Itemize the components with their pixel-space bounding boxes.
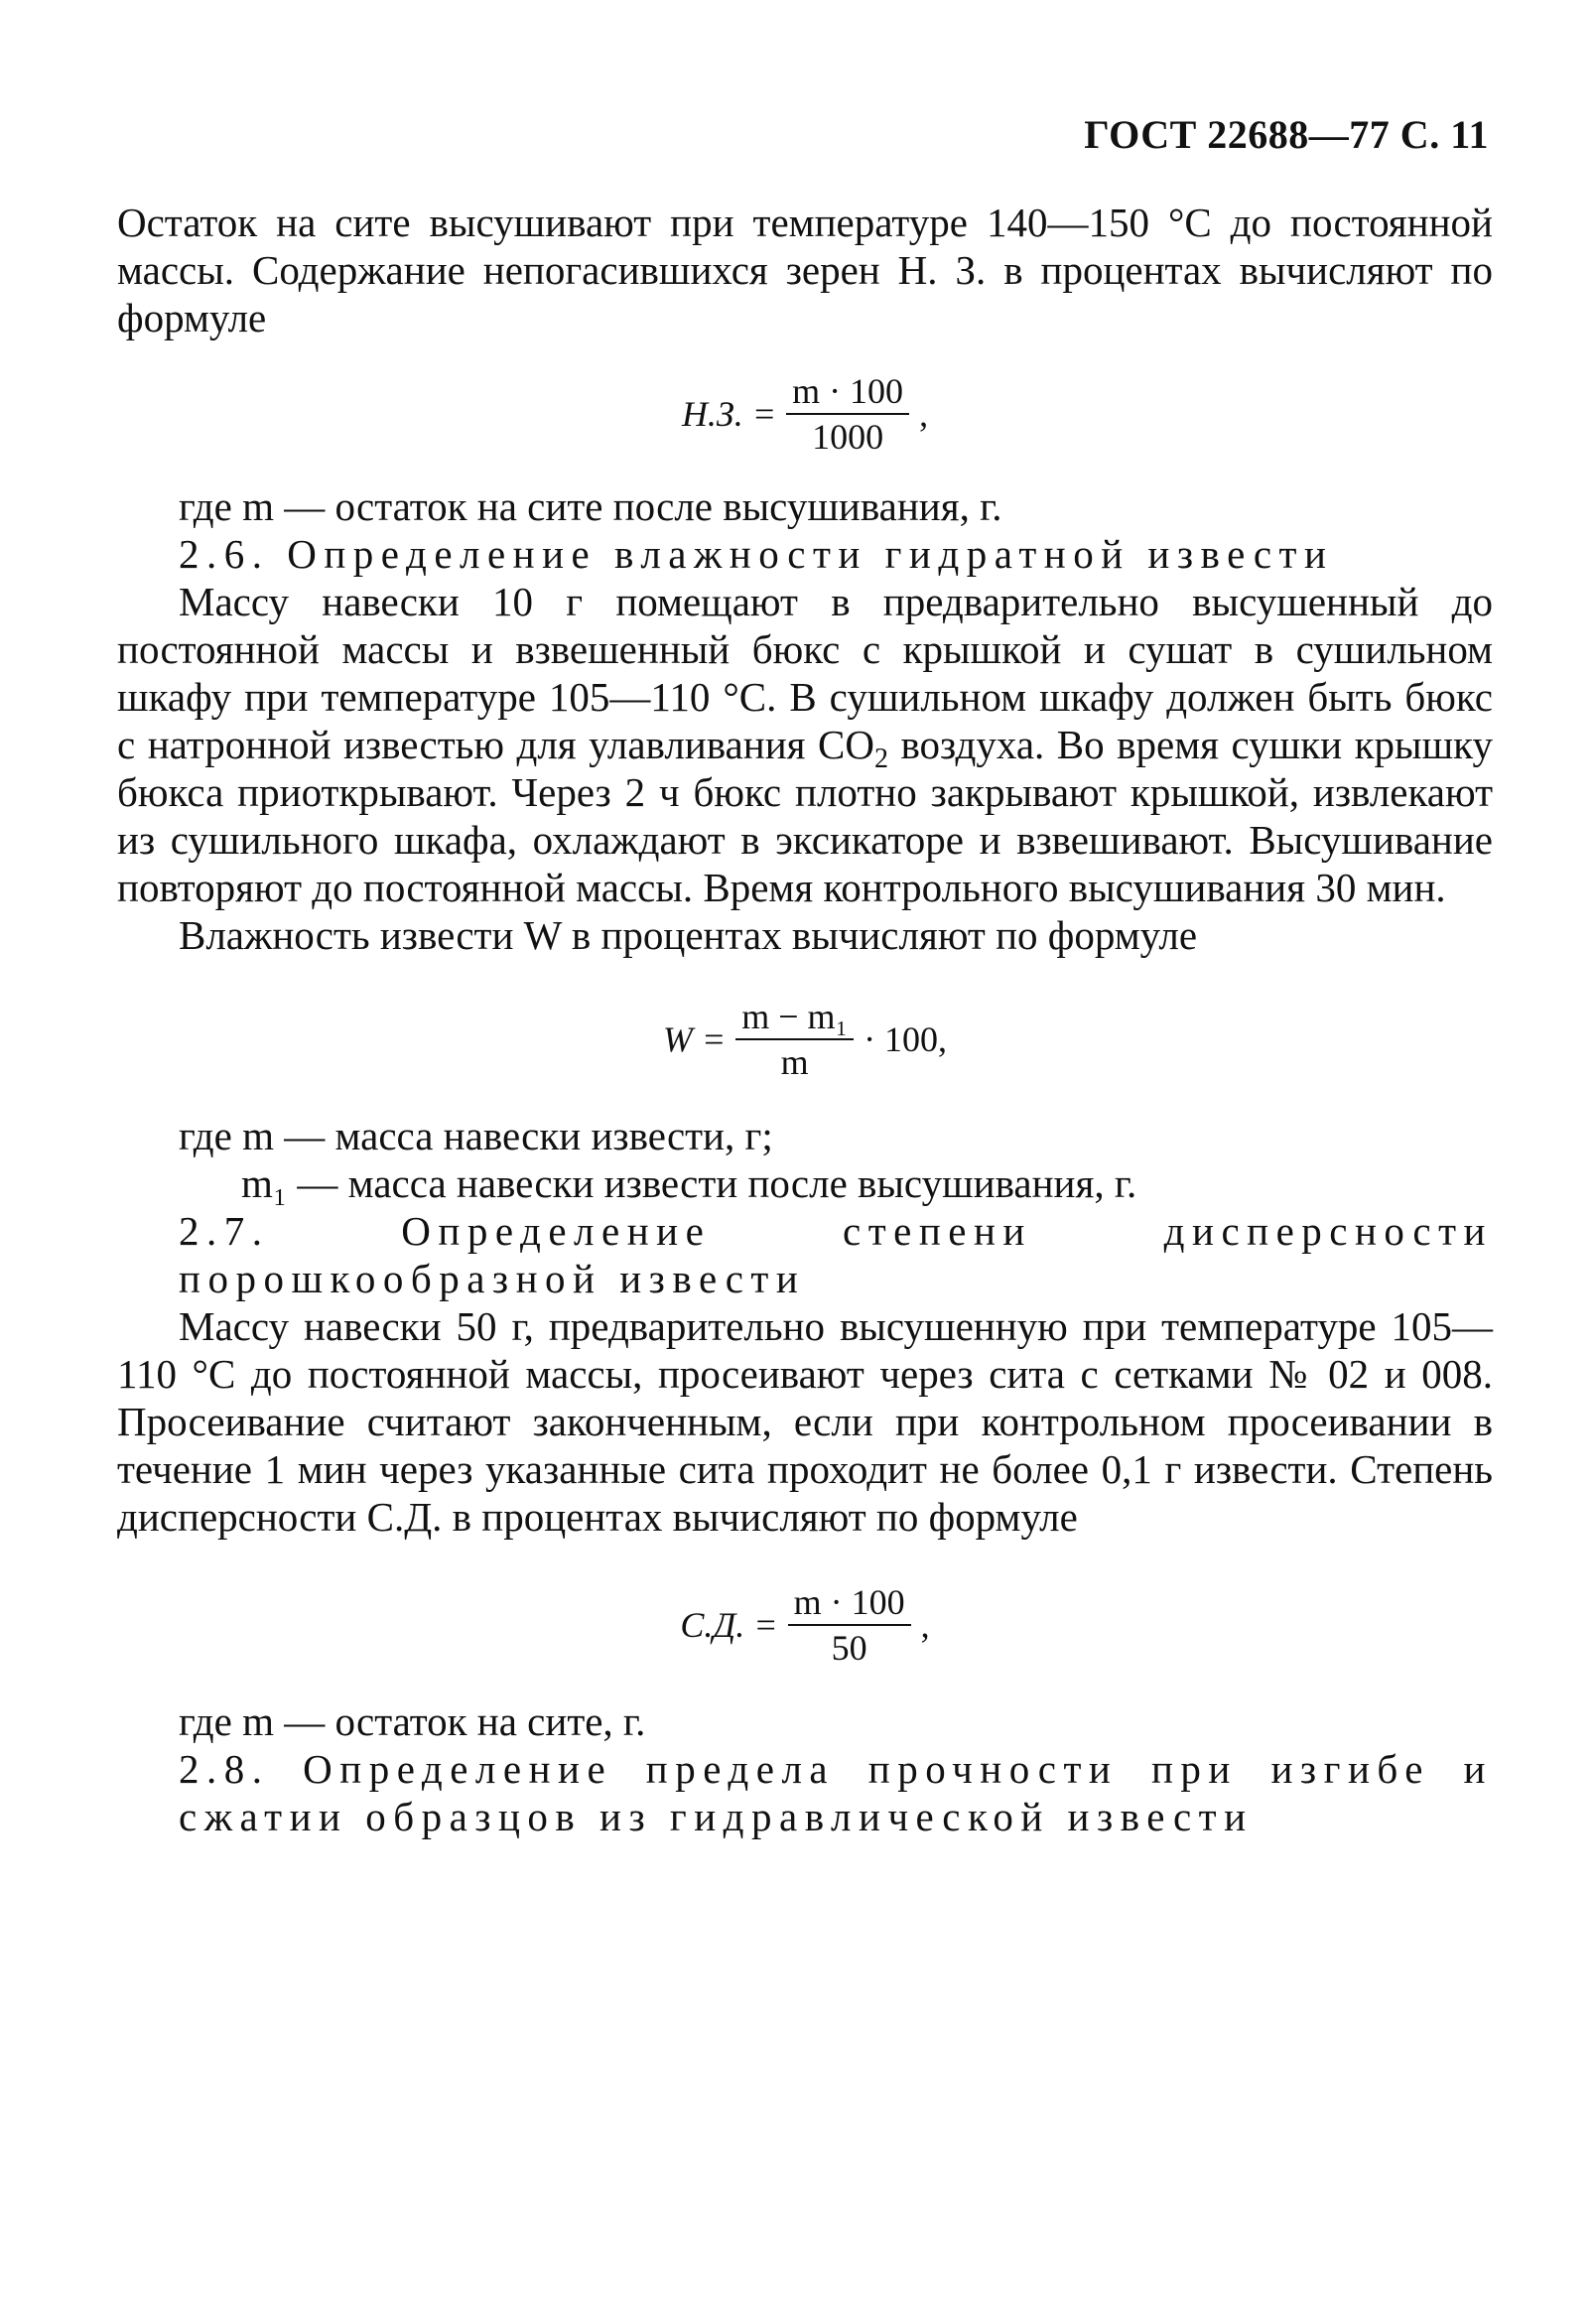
formula-sd xyxy=(117,1582,1493,1668)
formula-fraction xyxy=(788,1582,911,1668)
formula-numerator: m · 100 xyxy=(786,371,909,415)
formula-lhs: С.Д. = xyxy=(680,1605,778,1645)
paragraph-text: воздуха. Во время сушки крышку бюкса приоткрывают. Через 2 ч бюкс плотно закрывают крышкой, извлекают из сушильного шкафа, охлаждают в эксикаторе и взвешивают. Высушивание повторяют до постоянной массы. Время контрольного высушивания 30 мин. xyxy=(117,722,1493,910)
paragraph xyxy=(117,578,1493,911)
formula-fraction xyxy=(786,371,909,457)
subscript: 2 xyxy=(873,743,888,775)
page-content xyxy=(117,199,1493,1840)
paragraph: Массу навески 50 г, предварительно высушенную при температуре 105—110 °С до постоянной массы, просеивают через сита с сетками № 02 и 008. Просеивание считают законченным, если при контрольном просеивании в течение 1 мин через указанные сита проходит не более 0,1 г извести. Степень дисперсности С.Д. в процентах вычисляют по формуле xyxy=(117,1303,1493,1540)
formula-explanation: где m — остаток на сите после высушивания, г. xyxy=(179,483,1002,529)
formula-explanation: где m — масса навески извести, г; xyxy=(179,1113,773,1158)
formula-tail: , xyxy=(920,1605,930,1645)
section-heading: 2.7. Определение степени дисперсности порошкообразной извести xyxy=(179,1208,1493,1301)
formula-tail: , xyxy=(919,394,929,434)
formula-lhs: Н.З. = xyxy=(681,394,777,434)
paragraph: Влажность извести W в процентах вычисляют по формуле xyxy=(179,912,1198,958)
section-heading: 2.6. Определение влажности гидратной извести xyxy=(179,531,1334,577)
formula-lhs: W = xyxy=(662,1019,727,1059)
formula-explanation: где m — остаток на сите, г. xyxy=(179,1698,646,1744)
formula-nz xyxy=(117,371,1493,457)
paragraph-text: Массу навески 10 г помещают в предварительно высушенный до постоянной массы и взвешенный бюкс с крышкой и сушат в сушильном шкафу при температуре 105—110 °С. В сушильном шкафу должен быть бюкс с натронной известью для улавливания СО xyxy=(117,579,1493,767)
formula-w xyxy=(117,997,1493,1082)
page-header: ГОСТ 22688—77 С. 11 xyxy=(1084,112,1489,157)
formula-numerator: m − m₁ xyxy=(735,997,854,1040)
formula-denominator: m xyxy=(780,1042,809,1082)
formula-explanation: m₁ — масса навески извести после высушивания, г. xyxy=(241,1160,1137,1206)
formula-fraction xyxy=(735,997,854,1082)
formula-denominator: 1000 xyxy=(812,417,884,457)
paragraph: Остаток на сите высушивают при температуре 140—150 °С до постоянной массы. Содержание непогасившихся зерен Н. З. в процентах вычисляют по формуле xyxy=(117,200,1493,340)
formula-tail: · 100, xyxy=(864,1019,948,1059)
formula-numerator: m · 100 xyxy=(788,1582,911,1626)
formula-denominator: 50 xyxy=(831,1628,867,1668)
section-heading: 2.8. Определение предела прочности при изгибе и сжатии образцов из гидравлической извести xyxy=(179,1746,1493,1839)
